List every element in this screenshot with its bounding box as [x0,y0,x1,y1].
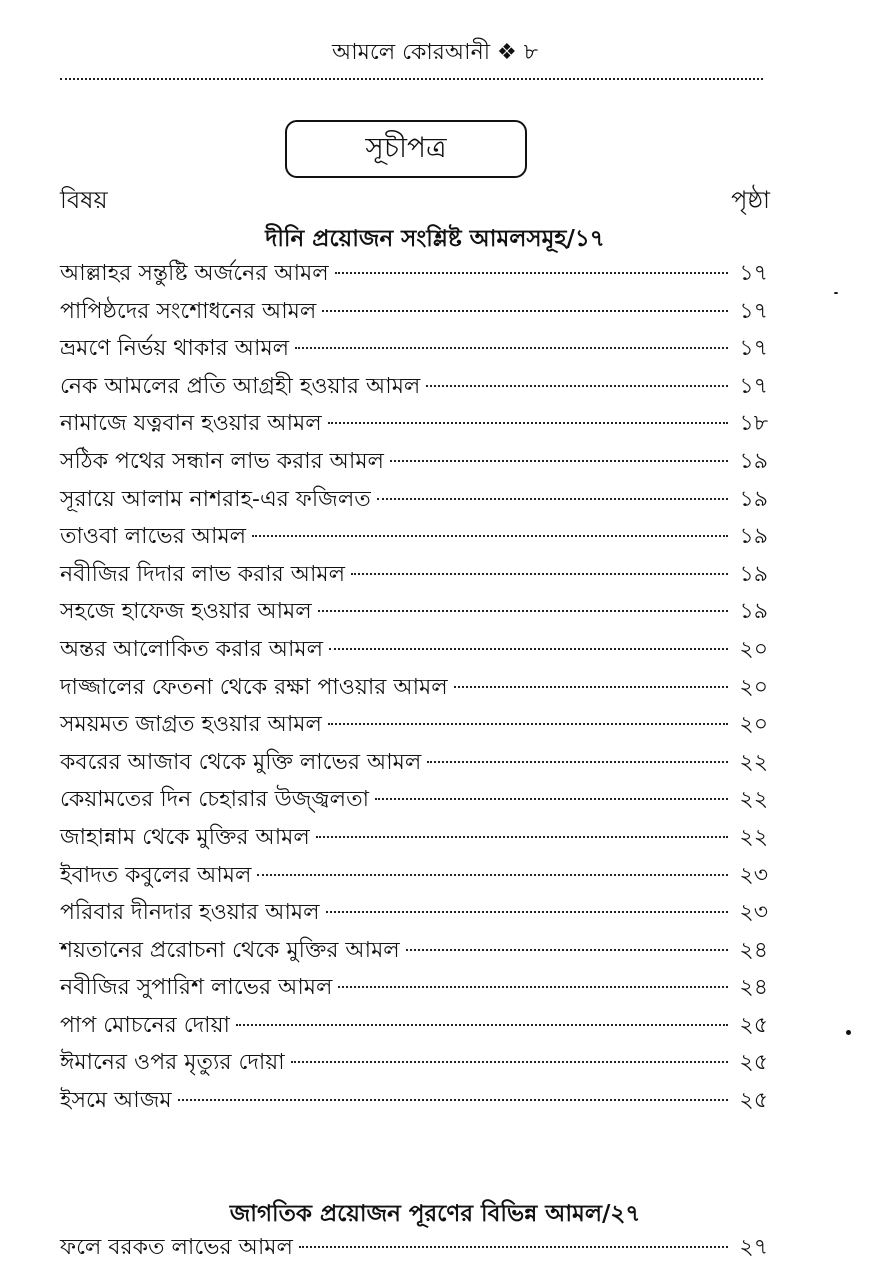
dot-leader [328,723,728,725]
dot-leader [178,1099,728,1101]
toc-row[interactable] [60,297,768,335]
toc-item-title: শয়তানের প্ররোচনা থেকে মুক্তির আমল [60,937,400,963]
running-header: আমলে কোরআনী ❖ ৮ [332,40,538,65]
dot-leader [375,798,728,800]
toc-item-title: পাপ মোচনের দোয়া [60,1012,230,1038]
dot-leader [252,535,728,537]
toc-item-title: সময়মত জাগ্রত হওয়ার আমল [60,712,322,738]
toc-row[interactable] [60,1048,768,1086]
toc-row[interactable] [60,259,768,297]
scan-speck [846,1030,851,1035]
section-heading-religious: দীনি প্রয়োজন সংশ্লিষ্ট আমলসমূহ/১৭ [265,226,605,252]
toc-row[interactable] [60,861,768,899]
toc-item-page: ২২ [739,824,768,850]
toc-item-title: আল্লাহর সন্তুষ্টি অর্জনের আমল [60,261,329,286]
toc-row[interactable] [60,334,768,372]
toc-item-page: ২২ [739,749,768,775]
toc-item-page: ১৭ [739,298,768,324]
dot-leader [426,385,728,387]
dot-leader [328,422,728,424]
page-title: সূচীপত্র [365,130,447,164]
dot-leader [295,347,728,349]
dot-leader [299,1246,728,1248]
toc-item-page: ১৯ [739,486,768,512]
toc-row[interactable] [60,673,768,711]
toc-row[interactable] [60,1233,768,1271]
header-dotted-rule [60,78,763,80]
toc-item-page: ২৪ [739,975,768,1001]
toc-item-page: ২০ [739,712,768,738]
toc-item-page: ২৫ [739,1088,768,1114]
dot-leader [322,310,728,312]
toc-item-title: নবীজির সুপারিশ লাভের আমল [60,975,333,1001]
toc-list-worldly [60,1233,768,1271]
dot-leader [291,1061,728,1063]
toc-item-page: ১৯ [739,524,768,550]
toc-row[interactable] [60,560,768,598]
toc-item-title: তাওবা লাভের আমল [60,524,247,550]
toc-item-page: ১৭ [739,336,768,362]
toc-item-page: ১৭ [739,261,768,286]
dot-leader [454,686,728,688]
dot-leader [427,761,728,763]
toc-item-page: ২৫ [739,1012,768,1038]
toc-list-religious [60,259,768,1124]
toc-item-page: ১৮ [739,411,768,437]
toc-item-title: নবীজির দিদার লাভ করার আমল [60,561,346,587]
toc-item-page: ২২ [739,787,768,813]
dot-leader [338,986,728,988]
toc-row[interactable] [60,635,768,673]
toc-item-title: নামাজে যত্নবান হওয়ার আমল [60,411,322,437]
toc-item-page: ১৯ [739,561,768,587]
dot-leader [377,498,728,500]
toc-row[interactable] [60,597,768,635]
toc-item-page: ১৭ [739,373,768,399]
toc-item-title: দাজ্জালের ফেতনা থেকে রক্ষা পাওয়ার আমল [60,674,448,700]
toc-item-title: ফলে বরকত লাভের আমল [60,1235,293,1260]
toc-row[interactable] [60,936,768,974]
toc-row[interactable] [60,372,768,410]
toc-item-title: কেয়ামতের দিন চেহারার উজ্জ্বলতা [60,787,369,813]
column-label-subject: বিষয় [60,186,108,214]
dot-leader [316,836,728,838]
toc-item-page: ২৭ [739,1235,768,1260]
page-title-box [285,120,527,178]
toc-row[interactable] [60,522,768,560]
toc-item-title: ইসমে আজম [60,1088,172,1114]
toc-item-page: ২৪ [739,937,768,963]
dot-leader [326,911,728,913]
dot-leader [318,610,728,612]
toc-item-title: ইবাদত কবুলের আমল [60,862,252,888]
toc-item-title: কবরের আজাব থেকে মুক্তি লাভের আমল [60,749,422,775]
toc-item-title: পাপিষ্ঠদের সংশোধনের আমল [60,298,317,324]
dot-leader [329,648,728,650]
toc-row[interactable] [60,1011,768,1049]
dot-leader [406,949,728,951]
toc-item-title: সঠিক পথের সন্ধান লাভ করার আমল [60,448,384,474]
toc-item-title: সূরায়ে আলাম নাশরাহ-এর ফজিলত [60,486,371,512]
toc-item-title: অন্তর আলোকিত করার আমল [60,636,324,662]
toc-item-page: ২৩ [739,900,768,926]
toc-item-page: ১৯ [739,448,768,474]
dot-leader [236,1024,728,1026]
toc-item-title: জাহান্নাম থেকে মুক্তির আমল [60,824,310,850]
toc-item-title: সহজে হাফেজ হওয়ার আমল [60,599,312,625]
dot-leader [351,573,728,575]
column-label-page: পৃষ্ঠা [731,186,770,214]
toc-row[interactable] [60,748,768,786]
toc-row[interactable] [60,710,768,748]
dot-leader [335,272,728,274]
dot-leader [257,874,728,876]
toc-item-page: ২০ [739,636,768,662]
toc-row[interactable] [60,898,768,936]
toc-item-title: ঈমানের ওপর মৃত্যুর দোয়া [60,1050,285,1076]
toc-row[interactable] [60,485,768,523]
toc-item-page: ২০ [739,674,768,700]
toc-item-page: ২৫ [739,1050,768,1076]
toc-item-title: পরিবার দীনদার হওয়ার আমল [60,900,320,926]
section-heading-worldly: জাগতিক প্রয়োজন পূরণের বিভিন্ন আমল/২৭ [229,1201,641,1227]
toc-row[interactable] [60,1086,768,1124]
toc-row[interactable] [60,973,768,1011]
toc-item-page: ১৯ [739,599,768,625]
scan-speck [834,292,838,294]
toc-row[interactable] [60,785,768,823]
toc-item-title: নেক আমলের প্রতি আগ্রহী হওয়ার আমল [60,373,421,399]
dot-leader [390,460,728,462]
toc-row[interactable] [60,409,768,447]
toc-row[interactable] [60,823,768,861]
toc-item-title: ভ্রমণে নির্ভয় থাকার আমল [60,336,290,362]
toc-row[interactable] [60,447,768,485]
toc-item-page: ২৩ [739,862,768,888]
